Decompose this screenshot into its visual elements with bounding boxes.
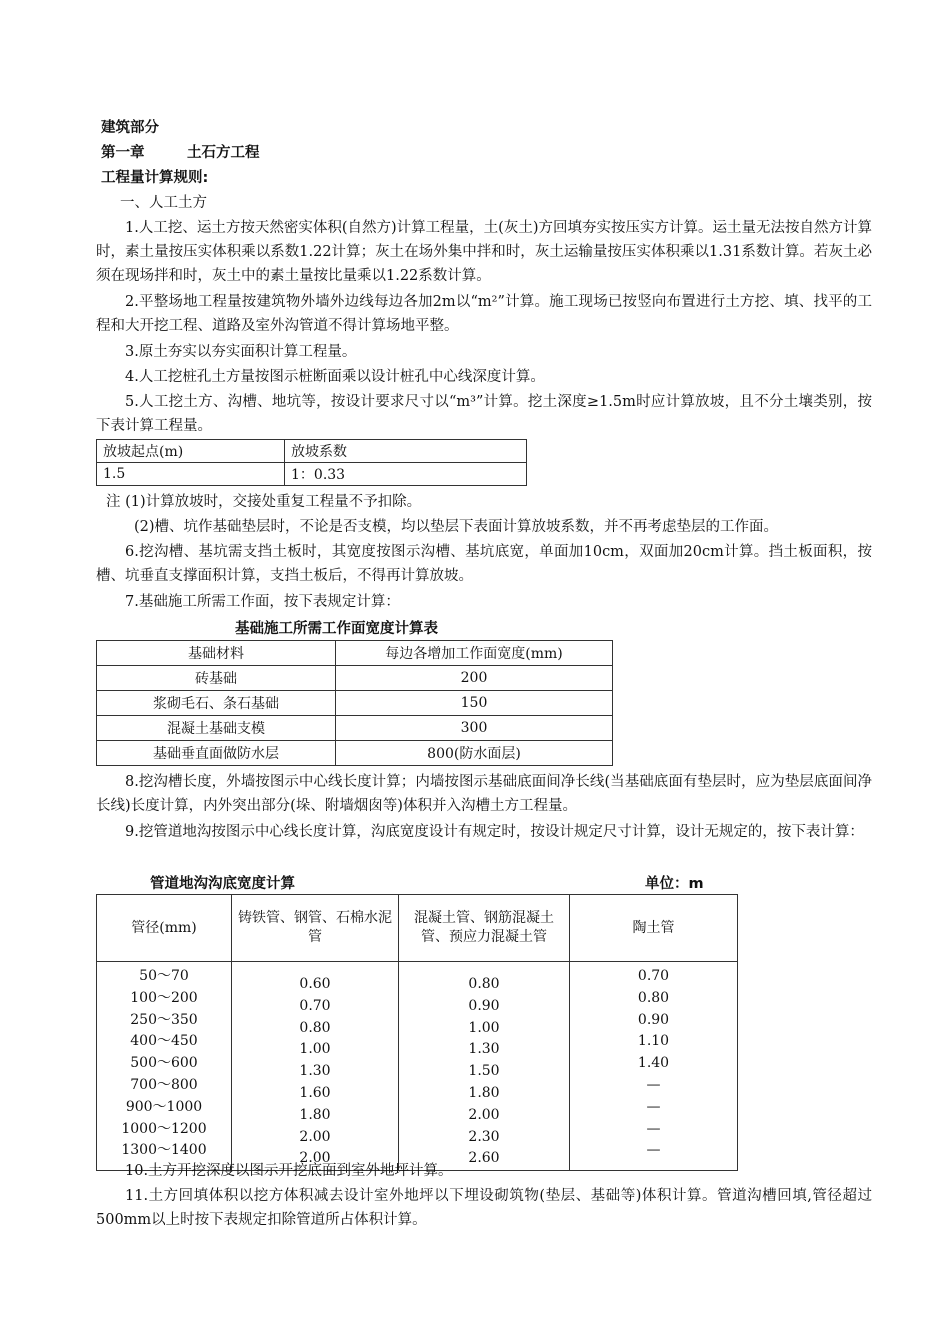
work-material: 砖基础 [97,666,336,691]
pipe-cast-iron-value: 0.70 [299,997,331,1014]
paragraph-6: 6.挖沟槽、基坑需支挡土板时，其宽度按图示沟槽、基坑底宽，单面加10cm，双面加20cm计算。挡土板面积，按槽、坑垂直支撑面积计算，支挡土板后，不得再计算放坡。 [96,544,872,585]
pipe-diameter: 250～350 [130,1011,198,1028]
paragraph-4: 4.人工挖桩孔土方量按图示桩断面乘以设计桩孔中心线深度计算。 [125,369,545,385]
table-row [97,666,613,691]
pipe-concrete-value: 2.60 [468,1150,500,1167]
section-heading: 一、人工土方 [120,195,207,211]
chapter-number: 第一章 [101,145,145,161]
paragraph-7: 7.基础施工所需工作面，按下表规定计算： [125,594,400,610]
rules-title: 工程量计算规则: [101,170,209,186]
paragraph-2: 2.平整场地工程量按建筑物外墙外边线每边各加2m以“m²”计算。施工现场已按竖向布置进行土方挖、填、找平的工程和大开挖工程、道路及室外沟管道不得计算场地平整。 [96,294,872,335]
pipe-diameter: 1000～1200 [121,1120,207,1137]
paragraph-8: 8.挖沟槽长度，外墙按图示中心线长度计算；内墙按图示基础底面间净长线(当基础底面有垫层时，应为垫层底面间净长线)长度计算，内外突出部分(垛、附墙烟囱等)体积并入沟槽土方工程量。 [96,774,872,815]
pipe-diameter: 50～70 [139,968,189,984]
pipe-clay-value: 0.80 [637,989,670,1006]
pipe-diameter: 700～800 [130,1076,198,1093]
pipe-concrete-value: 1.50 [468,1063,500,1080]
pipe-cast-iron-value: 0.60 [299,976,331,992]
pipe-header-clay: 陶土管 [570,895,738,962]
pipe-table-unit: 单位：m [645,876,704,892]
work-material: 基础垂直面做防水层 [97,741,336,766]
pipe-diameter: 400～450 [130,1033,198,1050]
work-width: 150 [336,691,613,716]
pipe-cast-iron-value: 1.60 [299,1084,331,1101]
paragraph-11: 11.土方回填体积以挖方体积减去设计室外地坪以下埋设砌筑物(垫层、基础等)体积计算。管道沟槽回填,管径超过500mm以上时按下表规定扣除管道所占体积计算。 [96,1188,872,1229]
work-material: 浆砌毛石、条石基础 [97,691,336,716]
pipe-clay-value: — [646,1076,661,1093]
pipe-clay-column [570,962,738,1171]
pipe-concrete-column [399,962,570,1171]
pipe-concrete-value: 1.00 [468,1019,500,1036]
part-heading: 建筑部分 [101,120,159,136]
pipe-concrete-value: 0.90 [468,997,500,1014]
pipe-cast-iron-value: 1.30 [299,1063,331,1080]
pipe-cast-iron-column [232,962,399,1171]
table-row [97,691,613,716]
work-width: 200 [336,666,613,691]
work-width: 300 [336,716,613,741]
pipe-header-diameter: 管径(mm) [97,895,232,962]
pipe-header-concrete: 混凝土管、钢筋混凝土管、预应力混凝土管 [399,895,570,962]
pipe-cast-iron-value: 1.00 [299,1041,331,1058]
pipe-concrete-value: 0.80 [468,976,500,992]
chapter-title: 土石方工程 [187,145,260,161]
pipe-concrete-value: 2.00 [468,1106,500,1123]
pipe-diameter: 1300～1400 [121,1142,207,1159]
work-header-material: 基础材料 [97,641,336,666]
pipe-cast-iron-value: 1.80 [299,1106,331,1123]
pipe-concrete-value: 1.80 [468,1084,500,1101]
table-row [97,741,613,766]
paragraph-1: 1.人工挖、运土方按天然密实体积(自然方)计算工程量，土(灰土)方回填夯实按压实方计算。运土量无法按自然方计算时，素土量按压实体积乘以系数1.22计算；灰土在场外集中拌和时，灰土运输量按压实体积乘以1.31系数计算。若灰土必须在现场拌和时，灰土中的素土量按比量乘以1.22系数计算。 [96,220,872,285]
slope-table [96,439,527,486]
pipe-diameter-column [97,962,232,1171]
pipe-concrete-value: 2.30 [468,1128,500,1145]
slope-header-start: 放坡起点(m) [97,440,285,463]
pipe-cast-iron-value: 2.00 [299,1128,331,1145]
table-row [97,716,613,741]
work-table-title: 基础施工所需工作面宽度计算表 [235,621,438,637]
pipe-diameter: 900～1000 [125,1098,203,1115]
note-1: 注 (1)计算放坡时，交接处重复工程量不予扣除。 [106,494,422,510]
pipe-table [96,894,738,1171]
pipe-concrete-value: 1.30 [468,1041,500,1058]
pipe-clay-value: — [646,1098,661,1115]
pipe-diameter: 500～600 [130,1055,198,1072]
pipe-cast-iron-value: 2.00 [299,1150,331,1167]
work-table [96,640,613,766]
pipe-table-title: 管道地沟沟底宽度计算 [150,876,295,892]
work-material: 混凝土基础支模 [97,716,336,741]
pipe-clay-value: 0.70 [637,968,670,984]
pipe-clay-value: — [646,1120,661,1137]
note-2: (2)槽、坑作基础垫层时，不论是否支模，均以垫层下表面计算放坡系数，并不再考虑垫层的工作面。 [134,519,779,535]
pipe-clay-value: 0.90 [637,1011,670,1028]
pipe-diameter: 100～200 [130,989,198,1006]
work-width: 800(防水面层) [336,741,613,766]
slope-coef-value: 1：0.33 [285,463,527,486]
slope-header-coef: 放坡系数 [285,440,527,463]
work-header-width: 每边各增加工作面宽度(mm) [336,641,613,666]
pipe-clay-value: 1.10 [637,1033,670,1050]
paragraph-3: 3.原土夯实以夯实面积计算工程量。 [125,344,357,360]
pipe-clay-value: — [646,1142,661,1159]
pipe-header-cast-iron: 铸铁管、钢管、石棉水泥管 [232,895,399,962]
pipe-clay-value: 1.40 [637,1055,670,1072]
pipe-cast-iron-value: 0.80 [299,1019,331,1036]
paragraph-5: 5.人工挖土方、沟槽、地坑等，按设计要求尺寸以“m³”计算。挖土深度≥1.5m时应计算放坡，且不分土壤类别，按下表计算工程量。 [96,394,872,435]
paragraph-9: 9.挖管道地沟按图示中心线长度计算，沟底宽度设计有规定时，按设计规定尺寸计算，设计无规定的，按下表计算： [125,824,864,840]
slope-start-value: 1.5 [97,463,285,486]
paragraph-10: 10.土方开挖深度以图示开挖底面到室外地坪计算。 [125,1163,453,1179]
